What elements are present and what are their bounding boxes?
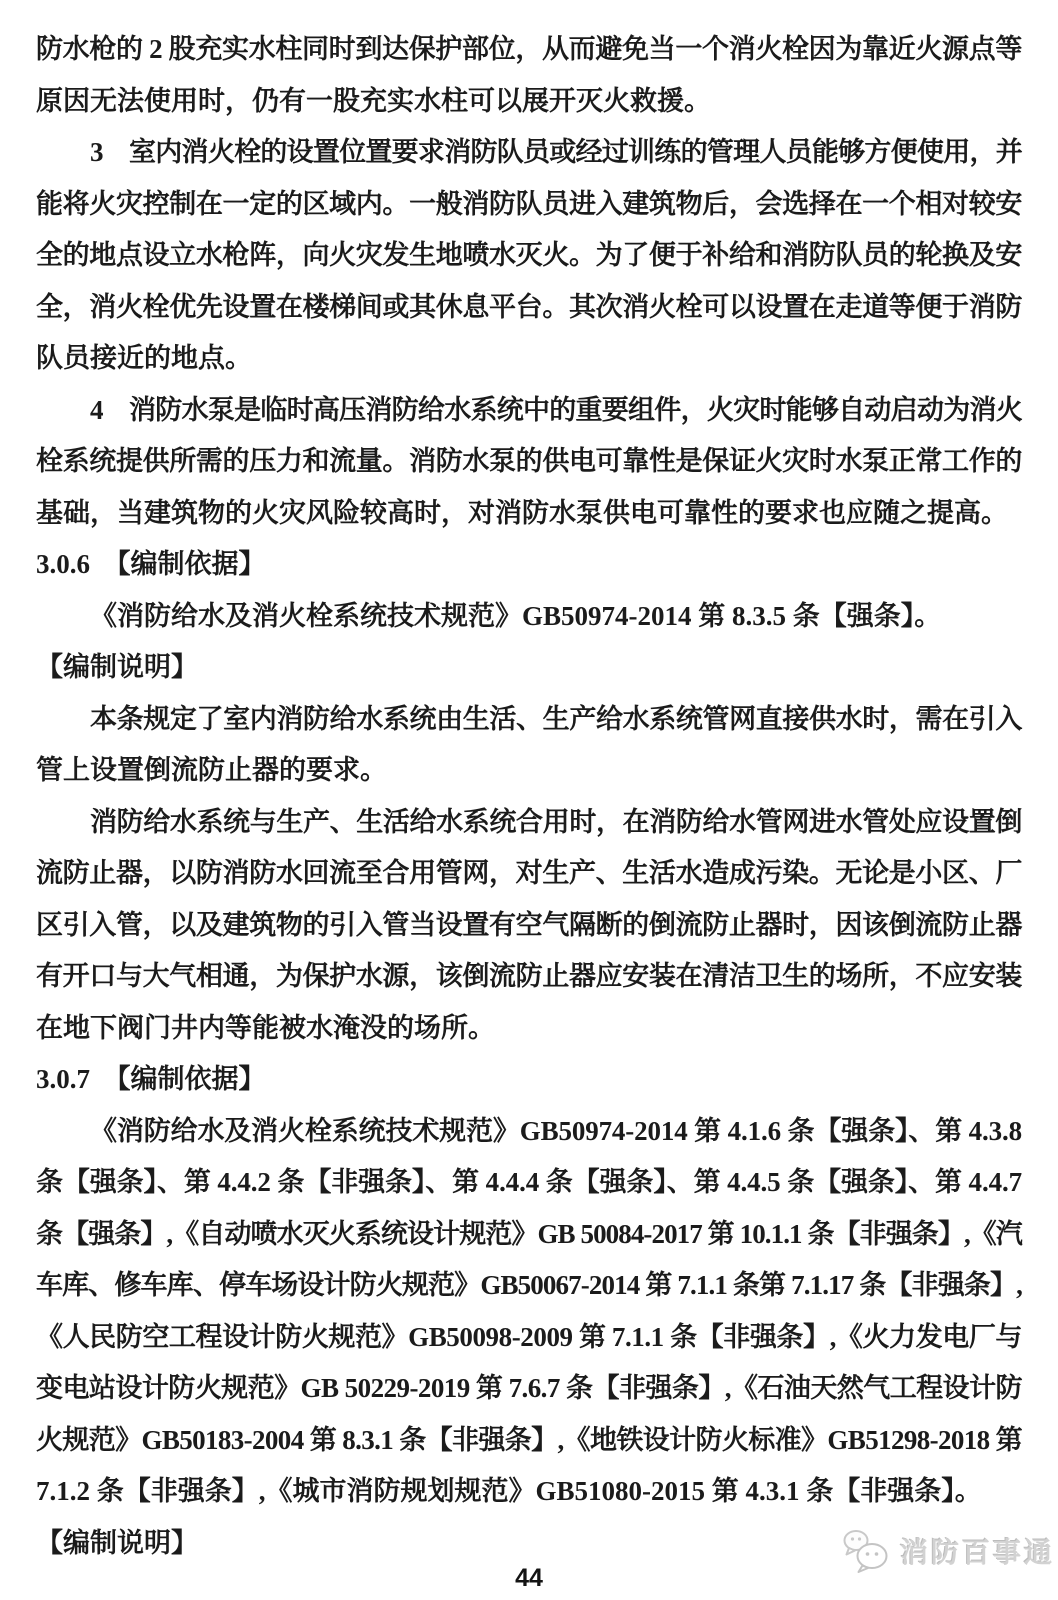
reference-line: 条【强条】、第 4.4.2 条【非强条】、第 4.4.4 条【强条】、第 4.4.5 条【强条】、第 4.4.7 [36,1167,1022,1197]
body-line: 防水枪的 2 股充实水柱同时到达保护部位，从而避免当一个消火栓因为靠近火源点等 [36,34,1022,64]
body-line: 本条规定了室内消防给水系统由生活、生产给水系统管网直接供水时，需在引入 [90,703,1022,734]
body-line: 消防给水系统与生产、生活给水系统合用时，在消防给水管网进水管处应设置倒 [90,806,1022,837]
reference-line: 《消防给水及消火栓系统技术规范》GB50974-2014 第 8.3.5 条【强条】。 [90,600,942,631]
body-line: 全的地点设立水枪阵，向火灾发生地喷水灭火。为了便于补给和消防队员的轮换及安 [36,240,1022,270]
section-label: 【编制说明】 [36,652,198,682]
list-item-line: 3 室内消火栓的设置位置要求消防队员或经过训练的管理人员能够方便使用，并 [90,137,1022,167]
reference-line: 条【强条】,《自动喷水灭火系统设计规范》GB 50084-2017 第 10.1.1 条【非强条】,《汽 [36,1218,1022,1249]
body-line: 有开口与大气相通，为保护水源，该倒流防止器应安装在清洁卫生的场所，不应安装 [36,961,1022,991]
page-number: 44 [515,1564,543,1592]
watermark-text: 消防百事通 [900,1538,1056,1569]
body-line: 流防止器，以防消防水回流至合用管网，对生产、生活水造成污染。无论是小区、厂 [36,858,1022,888]
reference-line: 7.1.2 条【非强条】,《城市消防规划规范》GB51080-2015 第 4.3.1 条【非强条】。 [36,1476,982,1506]
body-line: 栓系统提供所需的压力和流量。消防水泵的供电可靠性是保证火灾时水泵正常工作的 [36,446,1022,476]
body-line: 原因无法使用时，仍有一股充实水柱可以展开灭火救援。 [36,85,711,116]
body-line: 能将火灾控制在一定的区域内。一般消防队员进入建筑物后，会选择在一个相对较安 [36,188,1022,219]
body-line: 队员接近的地点。 [36,343,252,373]
reference-line: 《人民防空工程设计防火规范》GB50098-2009 第 7.1.1 条【非强条】,《火力发电厂与 [36,1321,1022,1352]
body-line: 全，消火栓优先设置在楼梯间或其休息平台。其次消火栓可以设置在走道等便于消防 [36,291,1022,322]
reference-line: 《消防给水及消火栓系统技术规范》GB50974-2014 第 4.1.6 条【强条】、第 4.3.8 [90,1115,1022,1146]
clause-heading: 3.0.6 【编制依据】 [36,549,266,579]
reference-line: 火规范》GB50183-2004 第 8.3.1 条【非强条】,《地铁设计防火标准》GB51298-2018 第 [36,1424,1022,1455]
section-label: 【编制说明】 [36,1527,198,1558]
document-body [36,24,1022,1569]
body-line: 区引入管，以及建筑物的引入管当设置有空气隔断的倒流防止器时，因该倒流防止器 [36,909,1022,940]
reference-line: 车库、修车库、停车场设计防火规范》GB50067-2014 第 7.1.1 条第 7.1.17 条【非强条】, [36,1270,1022,1300]
list-item-line: 4 消防水泵是临时高压消防给水系统中的重要组件，火灾时能够自动启动为消火 [90,394,1022,425]
reference-line: 变电站设计防火规范》GB 50229-2019 第 7.6.7 条【非强条】,《石油天然气工程设计防 [36,1373,1022,1403]
clause-heading: 3.0.7 【编制依据】 [36,1064,266,1094]
body-line: 管上设置倒流防止器的要求。 [36,755,387,785]
body-line: 基础，当建筑物的火灾风险较高时，对消防水泵供电可靠性的要求也应随之提高。 [36,497,1008,528]
body-line: 在地下阀门井内等能被水淹没的场所。 [36,1012,495,1043]
